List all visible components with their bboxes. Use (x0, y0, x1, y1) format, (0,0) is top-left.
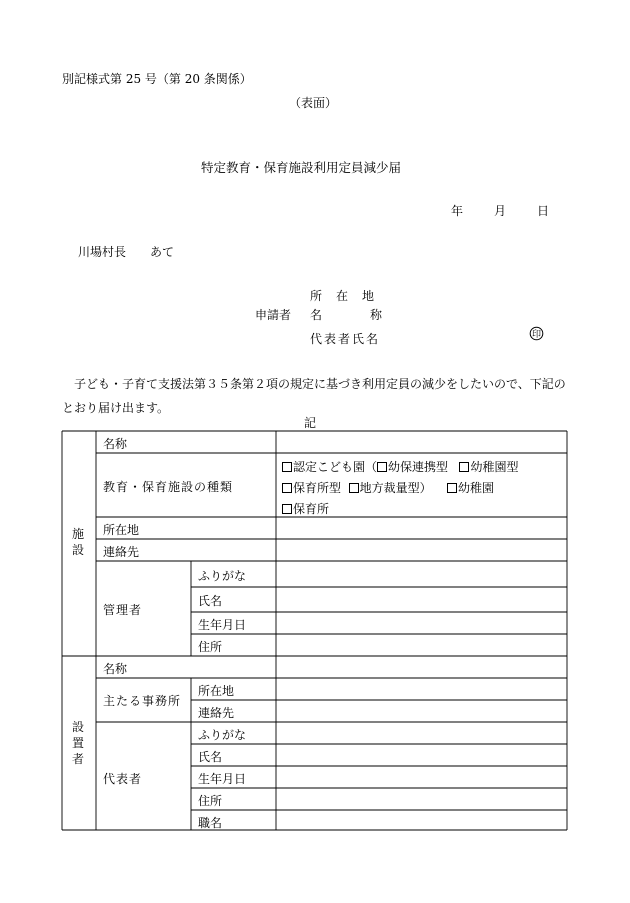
option-hoikusho-label: 保育所 (293, 502, 330, 516)
option-yochien-gata-label: 幼稚園型 (470, 460, 519, 474)
checkbox-chiho-sairyo[interactable] (349, 483, 359, 493)
facility-group-label: 施設 (71, 527, 84, 557)
facility-type-label: 教育・保育施設の種類 (103, 480, 234, 494)
manager-furigana-label: ふりがな (198, 569, 247, 583)
facility-manager-label: 管理者 (103, 603, 143, 617)
option-yoho-renkei-label: 幼保連携型 (388, 460, 449, 474)
rep-name-label: 氏名 (198, 750, 223, 764)
establisher-group-label: 設置者 (71, 720, 84, 766)
document-title: 特定教育・保育施設利用定員減少届 (201, 160, 402, 175)
checkbox-hoikusho-gata[interactable] (282, 483, 292, 493)
type-options-line-3 (282, 500, 329, 517)
checkbox-yochien[interactable] (447, 483, 457, 493)
establisher-name-label: 名称 (103, 662, 128, 676)
checkbox-hoikusho[interactable] (282, 504, 292, 514)
option-yochien-label: 幼稚園 (457, 481, 494, 495)
facility-contact-label: 連絡先 (103, 545, 140, 559)
date-month-label: 月 (494, 204, 507, 218)
applicant-location-label: 所在地 (310, 289, 389, 303)
type-options-line-1 (282, 458, 519, 475)
body-text: 子ども・子育て支援法第３５条第２項の規定に基づき利用定員の減少をしたいので、下記のとおり届け出ます。 (62, 377, 566, 415)
establisher-rep-label: 代表者 (103, 772, 143, 786)
rep-birthdate-label: 生年月日 (198, 772, 247, 786)
manager-address-label: 住所 (198, 640, 223, 654)
addressee-name: 川場村長 (78, 245, 127, 259)
applicant-name-label-1: 名 (310, 308, 323, 322)
addressee-suffix: あて (150, 245, 175, 259)
checkbox-nintei[interactable] (282, 462, 292, 472)
rep-furigana-label: ふりがな (198, 728, 247, 742)
checkbox-yoho-renkei[interactable] (377, 462, 387, 472)
option-nintei-label: 認定こども園（ (293, 460, 378, 474)
date-year-label: 年 (451, 204, 464, 218)
type-options-line-2 (282, 479, 494, 496)
facility-name-label: 名称 (103, 437, 128, 451)
svg-text:印: 印 (531, 330, 542, 340)
applicant-representative-label: 代表者氏名 (310, 332, 381, 346)
side-label: （表面） (289, 96, 338, 110)
manager-name-label: 氏名 (198, 594, 223, 608)
checkbox-yochien-gata[interactable] (459, 462, 469, 472)
rep-title-label: 職名 (198, 816, 223, 830)
option-hoikusho-gata-label: 保育所型 (293, 481, 342, 495)
applicant-name-label-2: 称 (370, 308, 383, 322)
facility-address-label: 所在地 (103, 523, 140, 537)
establisher-office-label: 主たる事務所 (103, 694, 182, 708)
form-number: 別記様式第 25 号（第 20 条関係） (62, 72, 252, 86)
office-address-label: 所在地 (198, 684, 235, 698)
rep-address-label: 住所 (198, 794, 223, 808)
applicant-role-label: 申請者 (255, 308, 292, 322)
ki-mark: 記 (304, 416, 317, 430)
option-chiho-sairyo-label: 地方裁量型） (359, 481, 432, 495)
date-day-label: 日 (537, 204, 550, 218)
manager-birthdate-label: 生年月日 (198, 618, 247, 632)
office-contact-label: 連絡先 (198, 706, 235, 720)
